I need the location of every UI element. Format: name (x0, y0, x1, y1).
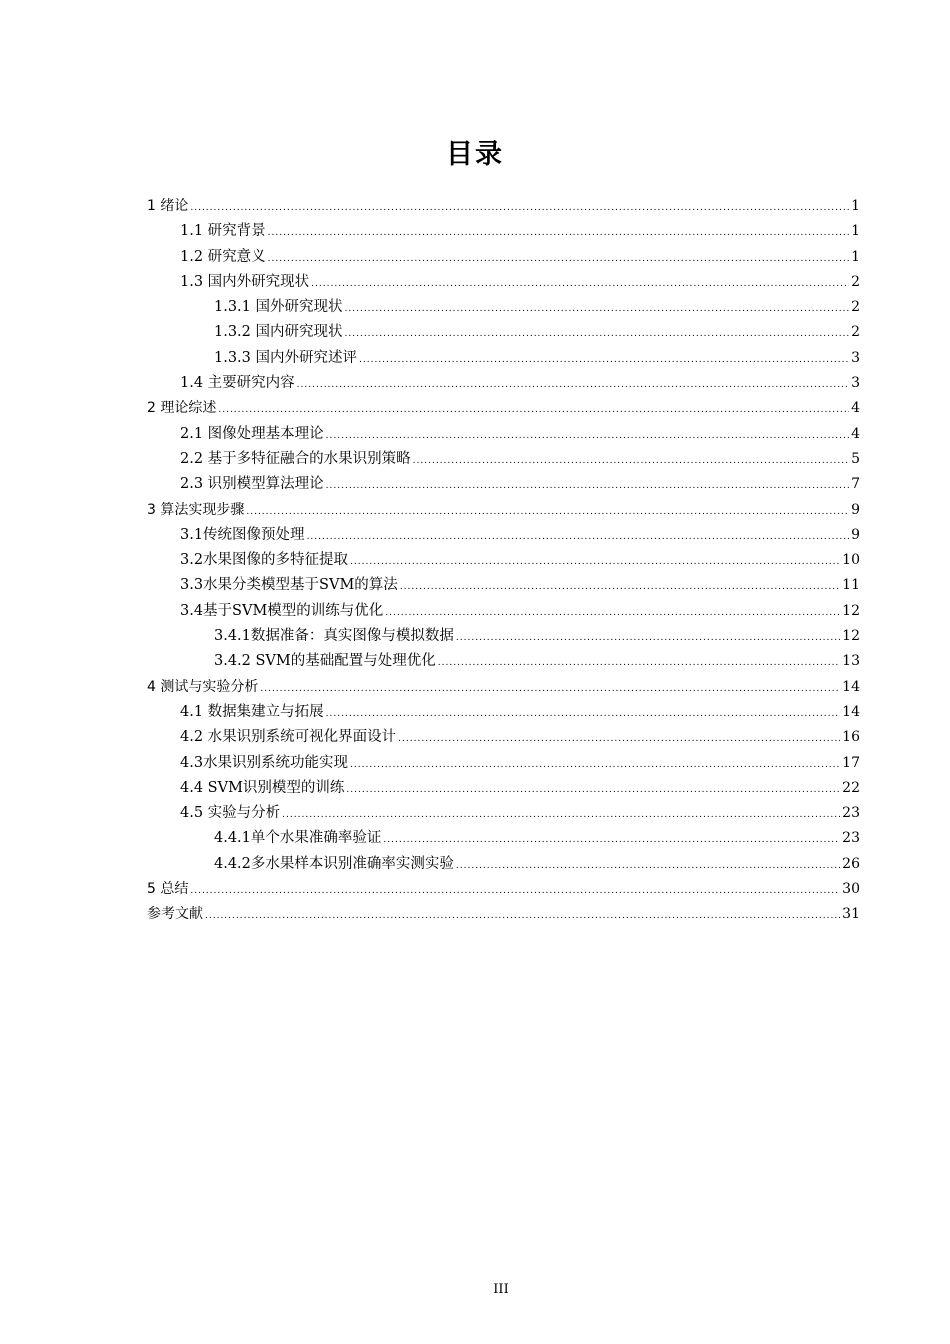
toc-entry-page: 3 (851, 375, 860, 392)
toc-entry-label: 3 算法实现步骤 (147, 501, 245, 518)
dot-leader (268, 247, 849, 272)
toc-entry[interactable] (147, 801, 860, 826)
toc-entry[interactable] (147, 776, 860, 801)
toc-entry-label: 4.1 数据集建立与拓展 (180, 703, 324, 720)
toc-entry-page: 12 (842, 602, 860, 619)
toc-entry-label: 4.4 SVM识别模型的训练 (180, 779, 345, 796)
toc-entry[interactable] (147, 700, 860, 725)
toc-entry-label: 1.2 研究意义 (180, 248, 266, 265)
toc-entry[interactable] (147, 852, 860, 877)
table-of-contents (147, 194, 860, 928)
toc-entry-page: 14 (842, 678, 860, 695)
dot-leader (282, 803, 840, 828)
toc-entry[interactable] (147, 675, 860, 700)
dot-leader (456, 854, 840, 879)
toc-entry-label: 1.3 国内外研究现状 (180, 273, 310, 290)
dot-leader (383, 828, 840, 853)
toc-entry[interactable] (147, 270, 860, 295)
dot-leader (205, 904, 840, 929)
toc-entry-label: 1.3.2 国内研究现状 (214, 324, 343, 341)
toc-entry-page: 1 (851, 223, 860, 240)
toc-entry[interactable] (147, 219, 860, 244)
toc-entry-page: 4 (851, 425, 860, 442)
toc-entry[interactable] (147, 194, 860, 219)
toc-entry-page: 23 (842, 805, 860, 822)
toc-entry[interactable] (147, 725, 860, 750)
dot-leader (190, 879, 840, 904)
dot-leader (350, 550, 840, 575)
dot-leader (268, 221, 849, 246)
dot-leader (438, 651, 840, 676)
toc-entry[interactable] (147, 295, 860, 320)
toc-entry[interactable] (147, 447, 860, 472)
dot-leader (190, 196, 849, 221)
toc-entry-page: 10 (842, 552, 860, 569)
dot-leader (346, 778, 840, 803)
toc-entry-page: 13 (842, 653, 860, 670)
toc-entry-label: 4.2 水果识别系统可视化界面设计 (180, 729, 397, 746)
toc-entry[interactable] (147, 548, 860, 573)
dot-leader (413, 449, 849, 474)
toc-entry[interactable] (147, 371, 860, 396)
toc-entry-label: 2 理论综述 (147, 400, 217, 417)
toc-entry-label: 3.2水果图像的多特征提取 (180, 552, 349, 569)
toc-entry-label: 1.3.1 国外研究现状 (214, 299, 343, 316)
toc-entry[interactable] (147, 599, 860, 624)
dot-leader (385, 601, 840, 626)
toc-entry[interactable] (147, 523, 860, 548)
dot-leader (260, 677, 840, 702)
dot-leader (246, 500, 849, 525)
toc-entry-label: 4.4.2多水果样本识别准确率实测实验 (214, 855, 454, 872)
toc-entry-page: 17 (842, 754, 860, 771)
toc-entry[interactable] (147, 649, 860, 674)
toc-entry-page: 16 (842, 729, 860, 746)
toc-entry[interactable] (147, 751, 860, 776)
dot-leader (400, 575, 840, 600)
toc-entry[interactable] (147, 624, 860, 649)
dot-leader (350, 753, 840, 778)
toc-entry-label: 4.5 实验与分析 (180, 805, 281, 822)
toc-entry-page: 2 (851, 324, 860, 341)
toc-entry-label: 4.4.1单个水果准确率验证 (214, 830, 382, 847)
toc-entry-label: 4.3水果识别系统功能实现 (180, 754, 349, 771)
toc-entry-label: 1.1 研究背景 (180, 223, 266, 240)
toc-entry-page: 2 (851, 273, 860, 290)
dot-leader (218, 398, 849, 423)
dot-leader (398, 727, 840, 752)
toc-entry-label: 3.1传统图像预处理 (180, 526, 305, 543)
toc-entry-label: 5 总结 (147, 881, 189, 898)
toc-entry-label: 3.4.1数据准备：真实图像与模拟数据 (214, 628, 454, 645)
dot-leader (326, 474, 849, 499)
toc-entry-page: 23 (842, 830, 860, 847)
toc-entry-label: 3.4基于SVM模型的训练与优化 (180, 602, 384, 619)
toc-entry-label: 2.2 基于多特征融合的水果识别策略 (180, 450, 411, 467)
dot-leader (359, 348, 849, 373)
toc-entry-label: 3.3水果分类模型基于SVM的算法 (180, 577, 398, 594)
toc-entry-page: 31 (842, 906, 860, 923)
dot-leader (456, 626, 840, 651)
dot-leader (345, 322, 850, 347)
toc-entry-label: 1.3.3 国内外研究述评 (214, 349, 358, 366)
dot-leader (326, 424, 849, 449)
toc-entry[interactable] (147, 472, 860, 497)
toc-entry-page: 4 (851, 400, 860, 417)
toc-entry-page: 2 (851, 299, 860, 316)
toc-entry[interactable] (147, 422, 860, 447)
toc-entry-label: 2.3 识别模型算法理论 (180, 476, 324, 493)
toc-entry-page: 11 (842, 577, 860, 594)
toc-entry-page: 7 (851, 476, 860, 493)
dot-leader (345, 297, 850, 322)
toc-entry-page: 3 (851, 349, 860, 366)
toc-entry[interactable] (147, 320, 860, 345)
page-number: III (493, 1282, 509, 1297)
toc-entry-label: 4 测试与实验分析 (147, 678, 259, 695)
toc-entry[interactable] (147, 245, 860, 270)
toc-entry-page: 5 (851, 450, 860, 467)
toc-entry[interactable] (147, 826, 860, 851)
toc-entry-page: 26 (842, 855, 860, 872)
toc-entry-label: 2.1 图像处理基本理论 (180, 425, 324, 442)
toc-entry[interactable] (147, 396, 860, 421)
dot-leader (297, 373, 849, 398)
toc-entry[interactable] (147, 498, 860, 523)
dot-leader (307, 525, 850, 550)
toc-entry[interactable] (147, 346, 860, 371)
toc-entry-page: 1 (851, 198, 860, 214)
toc-entry-label: 3.4.2 SVM的基础配置与处理优化 (214, 653, 436, 670)
toc-entry-page: 9 (851, 501, 860, 518)
toc-entry-page: 22 (842, 779, 860, 796)
toc-entry-page: 9 (851, 526, 860, 543)
toc-entry-label: 1.4 主要研究内容 (180, 375, 295, 392)
toc-entry-page: 30 (842, 881, 860, 898)
toc-entry-page: 1 (851, 248, 860, 265)
toc-entry-label: 参考文献 (147, 906, 203, 923)
dot-leader (311, 272, 849, 297)
toc-entry[interactable] (147, 573, 860, 598)
toc-title: 目录 (446, 139, 504, 170)
toc-entry-page: 12 (842, 628, 860, 645)
dot-leader (326, 702, 841, 727)
toc-entry-page: 14 (842, 703, 860, 720)
toc-entry-label: 1 绪论 (147, 198, 189, 214)
toc-entry[interactable] (147, 877, 860, 902)
toc-entry[interactable] (147, 902, 860, 927)
